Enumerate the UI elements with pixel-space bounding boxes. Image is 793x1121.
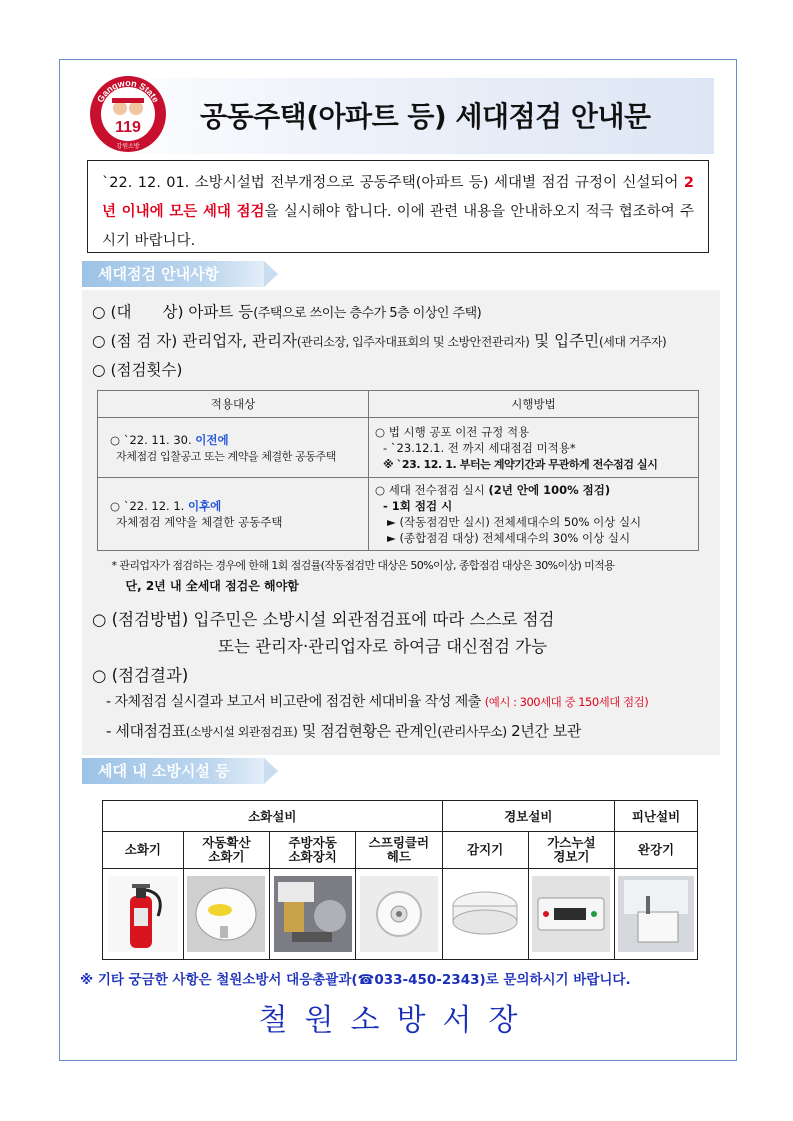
page-title: 공동주택(아파트 등) 세대점검 안내문 <box>200 100 651 133</box>
inspector-detail: (관리소장, 입주자대표회의 및 소방안전관리자) <box>296 335 530 349</box>
item-kitchen-extinguisher: 주방자동 소화장치 <box>270 832 356 869</box>
row1-method-2: - `23.12.1. 전 까지 세대점검 미적용* <box>383 440 576 455</box>
resident-detail: (세대 거주자) <box>599 335 667 349</box>
row2-target <box>98 478 369 551</box>
result-2-detail-1: (소방시설 외관점검표) <box>185 725 298 739</box>
tab-arrow-icon <box>264 758 278 784</box>
result-2-b: 및 점검현황은 관계인 <box>297 722 438 740</box>
row2-date: ○ `22. 12. 1. <box>110 499 188 513</box>
item-extinguisher: 소화기 <box>103 832 184 869</box>
target-line <box>92 300 481 322</box>
row1-desc: 자체점검 입찰공고 또는 계약을 체결한 공동주택 <box>116 449 337 463</box>
photo-cell <box>615 869 698 960</box>
intro-highlight: 2년 이내에 모든 세대 점검 <box>102 175 694 220</box>
method-line-1: ○ (점검방법) 입주민은 소방시설 외관점검표에 따라 스스로 점검 <box>92 610 555 629</box>
logo-number: 119 <box>115 119 141 136</box>
contact-note: ※ 기타 궁금한 사항은 철원소방서 대응총괄과(☎033-450-2343)로 문의하시기 바랍니다. <box>80 972 631 988</box>
intro-text-2: 을 실시해야 합니다. 이에 관련 내용을 안내하오지 적극 협조하여 주시기 바랍니다. <box>102 204 695 249</box>
row2-method-1b: (2년 안에 100% 점검) <box>488 483 611 497</box>
item-gas-alarm: 가스누설 경보기 <box>528 832 614 869</box>
note-line-1: * 관리업자가 점검하는 경우에 한해 1회 점검률(작동점검만 대상은 50%이상, 종합점검 대상은 30%이상) 미적용 <box>111 558 615 572</box>
item-descender: 완강기 <box>615 832 698 869</box>
photo-cell <box>356 869 442 960</box>
smoke-detector-icon <box>446 876 524 952</box>
inspector-line <box>92 329 666 351</box>
inspector-label: ○ (점 검 자) 관리업자, 관리자 <box>92 332 297 350</box>
section-tab-guide: 세대점검 안내사항 <box>82 261 264 287</box>
item-detector: 감지기 <box>442 832 528 869</box>
logo-bottom-text: 강원소방 <box>116 143 140 150</box>
kitchen-extinguisher-icon <box>274 876 352 952</box>
table-note <box>98 551 699 600</box>
row2-after: 이후에 <box>187 499 222 513</box>
row2-method <box>369 478 699 551</box>
result-1-text: - 자체점검 실시결과 보고서 비고란에 점검한 세대비율 작성 제출 <box>106 694 485 710</box>
method-line-2: 또는 관리자·관리업자로 하여금 대신점검 가능 <box>218 637 548 656</box>
inspector-resident: 및 입주민 <box>529 332 600 350</box>
table-row <box>103 832 698 869</box>
facilities-table <box>102 800 698 960</box>
gangwon-119-logo <box>88 74 168 154</box>
intro-text-1: `22. 12. 01. 소방시설법 전부개정으로 공동주택(아파트 등) 세대별 점검 규정이 신설되어 <box>102 175 684 191</box>
count-label: ○ (점검횟수) <box>92 361 183 379</box>
target-label: ○ (대 상) 아파트 등 <box>92 303 254 321</box>
photo-cell <box>270 869 356 960</box>
photo-cell <box>183 869 269 960</box>
tab-arrow-icon <box>264 261 278 287</box>
table-row <box>103 869 698 960</box>
row2-method-3: ► (작동점검만 실시) 전체세대수의 50% 이상 실시 <box>387 515 642 529</box>
sprinkler-head-icon <box>360 876 438 952</box>
photo-cell <box>442 869 528 960</box>
item-auto-extinguisher: 자동확산 소화기 <box>183 832 269 869</box>
table-note-row <box>98 551 699 600</box>
signature: 철원소방서장 <box>258 1003 535 1038</box>
row2-desc: 자체점검 계약을 체결한 공동주택 <box>116 515 283 529</box>
row2-method-1: ○ 세대 전수점검 실시 <box>375 483 489 497</box>
logo-top-text: Gangwon State <box>95 77 162 105</box>
descender-icon <box>618 876 694 952</box>
col-header-method: 시행방법 <box>369 391 699 418</box>
result-label: ○ (점검결과) <box>92 666 189 685</box>
intro-box <box>87 160 709 253</box>
result-line-2 <box>106 720 581 741</box>
auto-extinguisher-icon <box>187 876 265 952</box>
row2-method-2: - 1회 점검 시 <box>383 499 453 513</box>
target-detail: (주택으로 쓰이는 층수가 5층 이상인 주택) <box>253 306 482 321</box>
item-sprinkler-head: 스프링클러 헤드 <box>356 832 442 869</box>
section-tab-facilities: 세대 내 소방시설 등 <box>82 758 264 784</box>
group-alarm: 경보설비 <box>442 801 615 832</box>
row1-target <box>98 418 369 478</box>
inspection-count-table <box>97 390 699 599</box>
row1-date: ○ `22. 11. 30. <box>110 432 196 447</box>
table-row <box>98 418 699 478</box>
result-line-1 <box>106 691 648 711</box>
result-1-example: (예시 : 300세대 중 150세대 점검) <box>484 695 649 709</box>
table-row <box>103 801 698 832</box>
photo-cell <box>103 869 184 960</box>
row2-method-4: ► (종합점검 대상) 전체세대수의 30% 이상 실시 <box>387 531 631 545</box>
note-line-2: 단, 2년 내 全세대 점검은 해야함 <box>125 578 299 593</box>
result-2-a: - 세대점검표 <box>106 722 186 740</box>
col-header-target: 적용대상 <box>98 391 369 418</box>
group-evacuation: 피난설비 <box>615 801 698 832</box>
table-row <box>98 478 699 551</box>
gas-alarm-icon <box>532 876 610 952</box>
result-2-c: 2년간 보관 <box>506 722 581 740</box>
photo-cell <box>528 869 614 960</box>
result-2-detail-2: (관리사무소) <box>437 725 507 740</box>
row1-method <box>369 418 699 478</box>
fire-extinguisher-icon <box>108 876 178 952</box>
row1-method-3: ※ `23. 12. 1. 부터는 계약기간과 무관하게 전수점검 실시 <box>383 457 658 471</box>
row1-method-1: ○ 법 시행 공포 이전 규정 적용 <box>375 424 530 439</box>
row1-before: 이전에 <box>195 432 229 447</box>
group-extinguishing: 소화설비 <box>103 801 443 832</box>
